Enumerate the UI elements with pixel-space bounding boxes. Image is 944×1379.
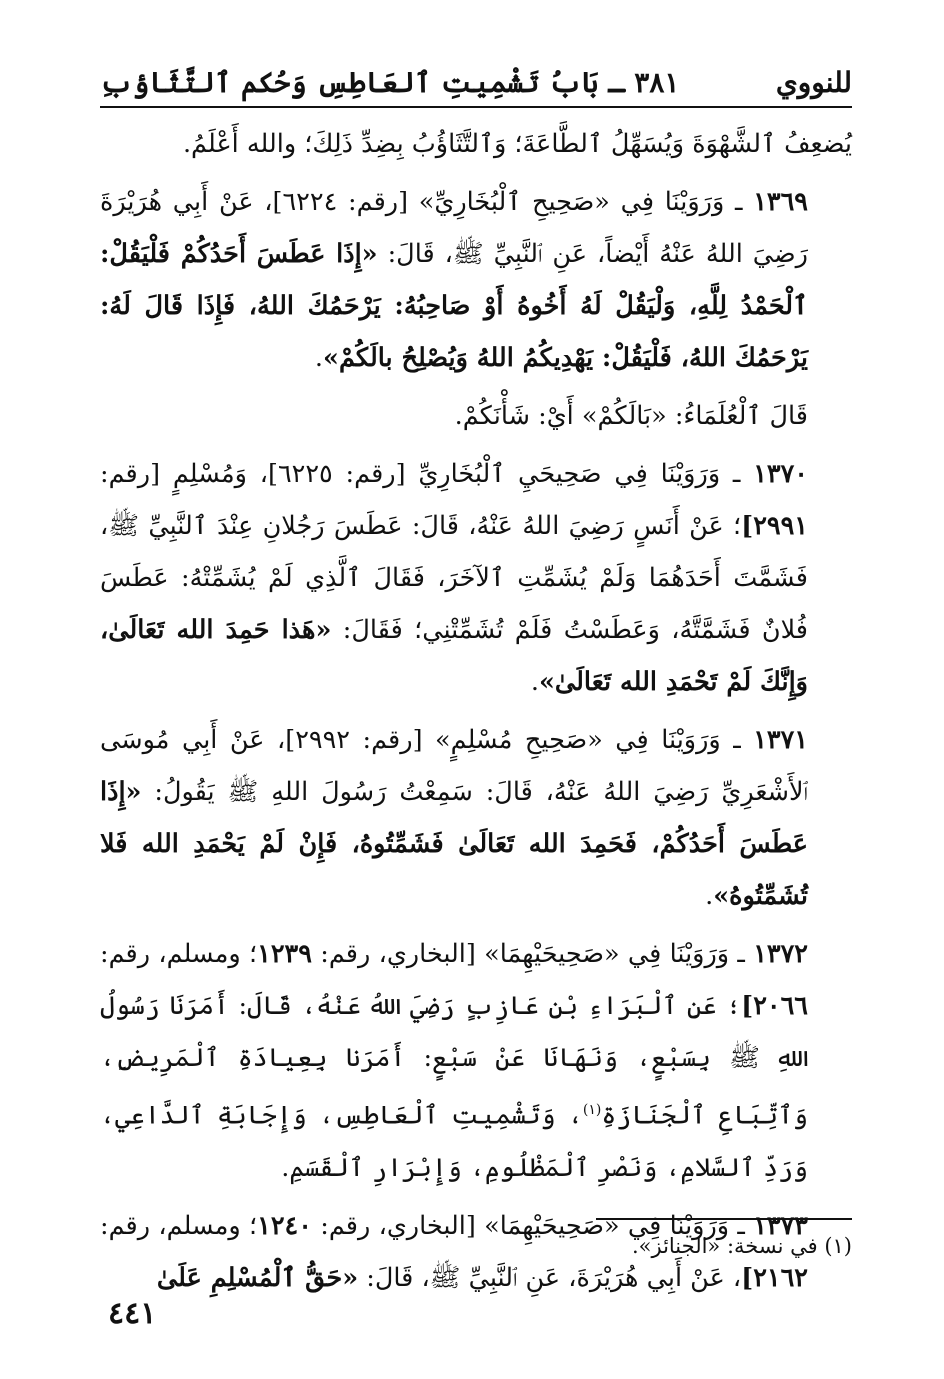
hadith-text-end: . [530, 667, 539, 697]
hadith-1372 [100, 928, 852, 1194]
hadith-text: ، عَنْ أَبِي هُرَيْرَةَ، عَنِ ٱلنَّبِيِّ ﷺ، قَالَ: [358, 1262, 742, 1293]
hadith-1369 [100, 176, 852, 384]
hadith-quote: «حَقُّ ٱلْمُسْلِمِ عَلَىٰ [156, 1262, 359, 1293]
hadith-text: ـ وَرَوَيْنَا فِي «صَحِيحِ مُسْلِمٍ» [رقم: ٢٩٩٢]، عَنْ أَبِي مُوسَى ٱلأَشْعَرِيِّ رَضِيَ اللهُ عَنْهُ، قَالَ: سَمِعْتُ رَسُولَ اللهِ ﷺ يَقُولُ: [100, 725, 808, 807]
reference-number: ٢٠٦٦] [741, 991, 808, 1021]
hadith-text: ـ وَرَوَيْنَا فِي «صَحِيحَيْهِمَا» [البخاري، رقم: [311, 939, 754, 969]
page-number: ٤٤١ [108, 1296, 157, 1331]
hadith-number: ١٣٧١ [753, 725, 809, 755]
hadith-quote: «هَذا حَمِدَ الله تَعَالَىٰ، وَإِنَّكَ لَمْ تَحْمَدِ الله تَعَالَىٰ» [100, 615, 808, 697]
hadith-text: ؛ ومسلم، رقم: [100, 939, 258, 969]
book-title: للنووي [775, 65, 852, 99]
hadith-text-end: . [705, 881, 714, 911]
footnote-divider [596, 1218, 852, 1220]
intro-paragraph: يُضعِفُ ٱلشَّهْوَةَ وَيُسَهِّلُ ٱلطَّاعَةَ؛ وَٱلتَّثَاؤُبُ بِضِدِّ ذَلِكَ؛ والله أَعْلَمُ. [182, 129, 852, 159]
scholars-note: قَالَ ٱلْعُلَمَاءُ: «بَالَكُمْ» أَيْ: شَأْنَكُمْ. [454, 401, 808, 431]
hadith-text: ـ وَرَوَيْنَا فِي «صَحِيحِ ٱلْبُخَارِيِّ» [رقم: ٦٢٢٤]، عَنْ أَبِي هُرَيْرَةَ رَضِيَ اللهُ عَنْهُ أَيْضاً، عَنِ ٱلنَّبِيِّ ﷺ، قَالَ: [100, 187, 808, 269]
reference-number: ٢٩٩١] [741, 511, 808, 541]
hadith-number: ١٣٧٢ [753, 939, 808, 969]
hadith-text-end: ، وَتَشْمِيتِ ٱلْعَاطِسِ، وَإِجَابَةِ ٱلدَّاعِي، وَرَدِّ ٱلسَّلامِ، وَنَصْرِ ٱلْمَظْلُومِ، وَإِبْرَارِ ٱلْقَسَمِ. [100, 1100, 808, 1183]
footnote-reference[interactable]: (١) [582, 1102, 602, 1118]
hadith-text: ـ وَرَوَيْنَا فِي صَحِيحَيِ ٱلْبُخَارِيِّ [رقم: ٦٢٢٥]، وَمُسْلِمٍ [رقم: [100, 459, 754, 489]
hadith-quote: «إِذَا عَطَسَ أَحَدُكُمْ فَلْيَقُلْ: ٱلْحَمْدُ لِلَّهِ، وَلْيَقُلْ لَهُ أَخُوهُ أَوْ صَاحِبُهُ: يَرْحَمُكَ اللهُ، فَإِذَا قَالَ لَهُ: يَرْحَمُكَ اللهُ، فَلْيَقُلْ: يَهْدِيكُمُ اللهُ وَيُصْلِحُ بالَكُمْ» [100, 239, 808, 373]
hadith-text: ـ وَرَوَيْنَا فِي «صَحِيحَيْهِمَا» [البخاري، رقم: [311, 1210, 754, 1241]
reference-number: ١٢٣٩ [257, 939, 312, 969]
hadith-number: ١٣٧٣ [753, 1210, 808, 1241]
hadith-text: ؛ عَنِ ٱلْبَرَاءِ بْنِ عَازِبٍ رَضِيَ اللهُ عَنْهُ، قَالَ: أَمَرَنَا رَسُولُ اللهِ ﷺ بِسَبْعٍ، وَنَهَانَا عَنْ سَبْعٍ: أَمَرَنا بِعِيادَةِ ٱلْمَرِيضِ، وَٱتِّبَاعِ ٱلْجَنَازَةِ [100, 991, 808, 1131]
running-header [100, 58, 852, 108]
hadith-1370 [100, 448, 852, 708]
footnote: (١) في نسخة: «الجنائز». [631, 1234, 852, 1258]
hadith-1371 [100, 714, 852, 922]
hadith-number: ١٣٧٠ [753, 459, 808, 489]
reference-number: ١٢٤٠ [257, 1210, 312, 1241]
main-text [100, 118, 852, 1310]
reference-number: ٢١٦٢] [741, 1262, 808, 1293]
hadith-quote: «إِذَا عَطَسَ أَحَدُكُمْ، فَحَمِدَ الله تَعَالَىٰ فَشَمِّتُوهُ، فَإِنْ لَمْ يَحْمَدِ الله فَلا تُشَمِّتُوهُ» [100, 777, 808, 911]
hadith-number: ١٣٦٩ [753, 187, 808, 217]
hadith-text: ؛ عَنْ أَنَسٍ رَضِيَ اللهُ عَنْهُ، قَالَ: عَطَسَ رَجُلانِ عِنْدَ ٱلنَّبِيِّ ﷺ، فَشَمَّتَ أَحَدَهُمَا وَلَمْ يُشَمِّتِ ٱلآخَرَ، فَقَالَ ٱلَّذِي لَمْ يُشَمِّتْهُ: عَطَسَ فُلانٌ فَشَمَّتَّهُ، وَعَطَسْتُ فَلَمْ تُشَمِّتْنِي؛ فَقَالَ: [100, 511, 808, 645]
hadith-text-end: . [314, 343, 323, 373]
chapter-title: ٣٨١ ـ بَابُ تَشْمِيتِ ٱلعَاطِسِ وَحُكم ٱلتَّثَاؤبِ [100, 65, 680, 99]
hadith-text: ؛ ومسلم، رقم: [100, 1210, 258, 1241]
